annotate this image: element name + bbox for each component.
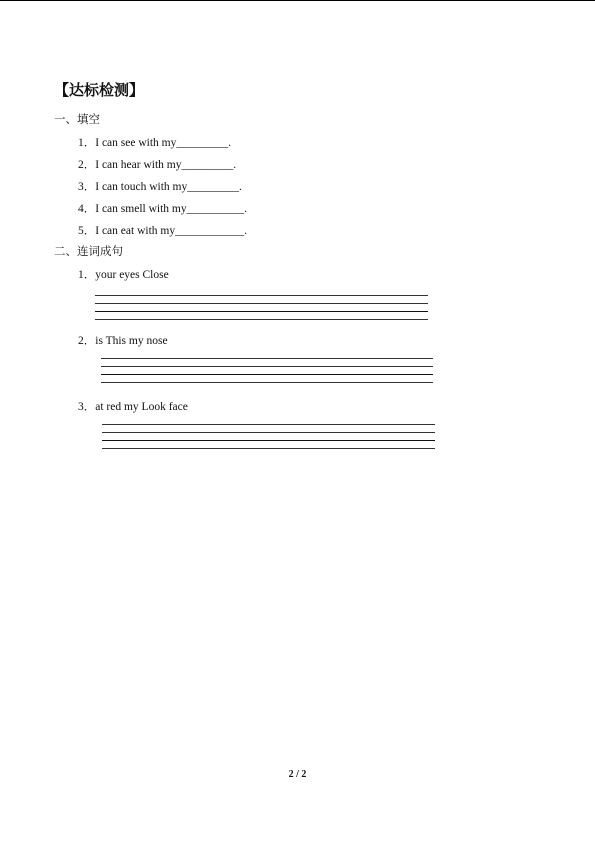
item-number: 4． bbox=[78, 203, 96, 215]
item-text: I can hear with my bbox=[95, 159, 182, 171]
answer-blank[interactable]: __________ bbox=[186, 203, 245, 215]
section1-title: 一、填空 bbox=[54, 112, 100, 126]
writing-line bbox=[102, 448, 435, 449]
answer-blank[interactable]: _________ bbox=[176, 137, 229, 149]
item-number: 2． bbox=[78, 335, 96, 347]
item-text: I can touch with my bbox=[95, 181, 188, 193]
writing-line bbox=[95, 311, 428, 312]
writing-lines-2[interactable] bbox=[101, 358, 433, 384]
top-border bbox=[0, 0, 595, 1]
order-item-1 bbox=[78, 266, 169, 282]
writing-lines-3[interactable] bbox=[102, 424, 435, 450]
item-number: 3． bbox=[78, 401, 96, 413]
writing-line bbox=[101, 358, 433, 359]
item-end: . bbox=[244, 203, 247, 215]
writing-line bbox=[95, 319, 428, 320]
item-words: is This my nose bbox=[95, 335, 168, 347]
page-number: 2 / 2 bbox=[288, 769, 307, 780]
item-number: 5． bbox=[78, 225, 96, 237]
item-end: . bbox=[233, 159, 237, 171]
writing-lines-1[interactable] bbox=[95, 295, 428, 321]
answer-blank[interactable]: _________ bbox=[181, 159, 234, 171]
item-number: 3． bbox=[78, 181, 96, 193]
fill-item-1 bbox=[78, 134, 231, 150]
answer-blank[interactable]: ____________ bbox=[175, 225, 245, 237]
order-item-2 bbox=[78, 332, 168, 348]
writing-line bbox=[101, 382, 433, 383]
item-number: 1． bbox=[78, 269, 96, 281]
section-heading: 【达标检测】 bbox=[54, 81, 145, 99]
order-item-3 bbox=[78, 398, 188, 414]
item-text: I can smell with my bbox=[95, 203, 187, 215]
fill-item-3 bbox=[78, 178, 242, 194]
fill-item-5 bbox=[78, 222, 247, 238]
writing-line bbox=[101, 374, 433, 375]
writing-line bbox=[101, 366, 433, 367]
item-words: at red my Look face bbox=[95, 401, 188, 413]
answer-blank[interactable]: _________ bbox=[187, 181, 239, 193]
writing-line bbox=[95, 303, 428, 304]
item-words: your eyes Close bbox=[95, 269, 169, 281]
writing-line bbox=[102, 440, 435, 441]
item-text: I can eat with my bbox=[95, 225, 176, 237]
item-end: . bbox=[228, 137, 231, 149]
fill-item-2 bbox=[78, 156, 236, 172]
fill-item-4 bbox=[78, 200, 247, 216]
item-end: . bbox=[244, 225, 247, 237]
writing-line bbox=[95, 295, 428, 296]
writing-line bbox=[102, 424, 435, 425]
section2-title: 二、连词成句 bbox=[54, 244, 123, 258]
item-number: 1． bbox=[78, 137, 96, 149]
writing-line bbox=[102, 432, 435, 433]
item-end: . bbox=[238, 181, 242, 193]
item-number: 2． bbox=[78, 159, 96, 171]
item-text: I can see with my bbox=[95, 137, 177, 149]
